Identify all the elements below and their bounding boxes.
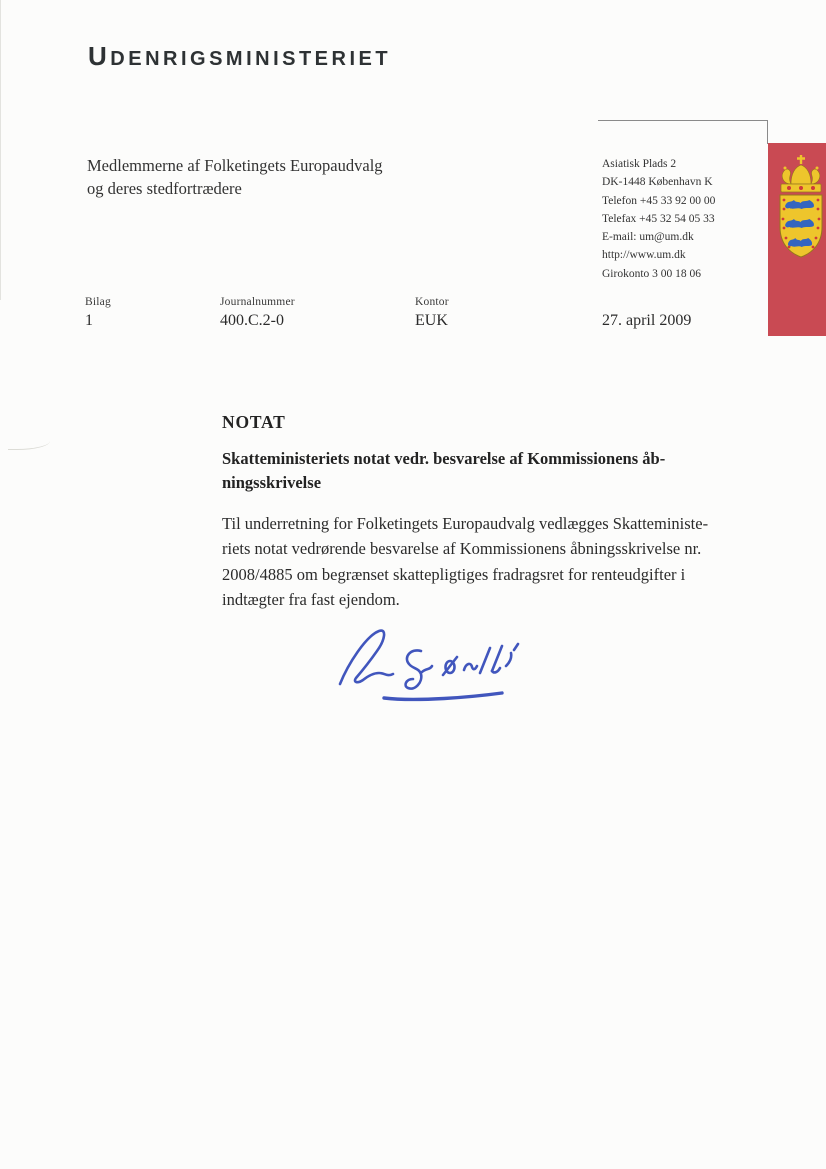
subject-title bbox=[222, 447, 782, 494]
body-line: Til underretning for Folketingets Europaudvalg vedlægges Skatteministe- bbox=[222, 514, 709, 533]
recipient-line: og deres stedfortrædere bbox=[87, 178, 242, 198]
field-value: EUK bbox=[415, 312, 448, 329]
body-line: 2008/4885 om begrænset skattepligtiges fradragsret for renteudgifter i bbox=[222, 564, 686, 584]
field-value: 1 bbox=[85, 312, 93, 329]
handwritten-signature bbox=[332, 620, 572, 720]
scan-artifact bbox=[8, 441, 50, 450]
scan-edge-shadow bbox=[0, 0, 1, 300]
body-paragraph bbox=[222, 511, 792, 612]
contact-city: DK-1448 København K bbox=[602, 176, 713, 189]
field-label: Kontor bbox=[415, 296, 449, 308]
field-value: 400.C.2-0 bbox=[220, 312, 284, 329]
ministry-masthead: UDENRIGSMINISTERIET bbox=[88, 41, 392, 71]
contact-block bbox=[602, 155, 762, 283]
field-label: Bilag bbox=[85, 296, 111, 308]
field-bilag bbox=[85, 296, 111, 330]
red-banner bbox=[768, 143, 826, 336]
recipient-line: Medlemmerne af Folketingets Europaudvalg bbox=[87, 156, 383, 175]
contact-web: http://www.um.dk bbox=[602, 249, 686, 262]
contact-giro: Girokonto 3 00 18 06 bbox=[602, 267, 702, 280]
notat-heading: NOTAT bbox=[222, 412, 286, 432]
contact-email: E-mail: um@um.dk bbox=[602, 231, 694, 244]
contact-street: Asiatisk Plads 2 bbox=[602, 158, 677, 170]
field-kontor bbox=[415, 296, 449, 330]
body-line: riets notat vedrørende besvarelse af Kommissionens åbningsskrivelse nr. bbox=[222, 539, 702, 559]
body-line: indtægter fra fast ejendom. bbox=[222, 589, 400, 609]
letter-date: 27. april 2009 bbox=[602, 312, 692, 329]
recipient-address bbox=[87, 155, 383, 200]
subject-line: ningsskrivelse bbox=[222, 472, 322, 492]
subject-line: Skatteministeriets notat vedr. besvarelse af Kommissionens åb- bbox=[222, 449, 666, 468]
contact-phone: Telefon +45 33 92 00 00 bbox=[602, 194, 716, 207]
signature-ink-icon bbox=[332, 620, 572, 715]
field-label: Journalnummer bbox=[220, 296, 295, 308]
field-journalnummer bbox=[220, 296, 295, 330]
contact-fax: Telefax +45 32 54 05 33 bbox=[602, 212, 715, 225]
danish-coat-of-arms-icon bbox=[768, 143, 826, 336]
header-rule bbox=[598, 120, 768, 144]
